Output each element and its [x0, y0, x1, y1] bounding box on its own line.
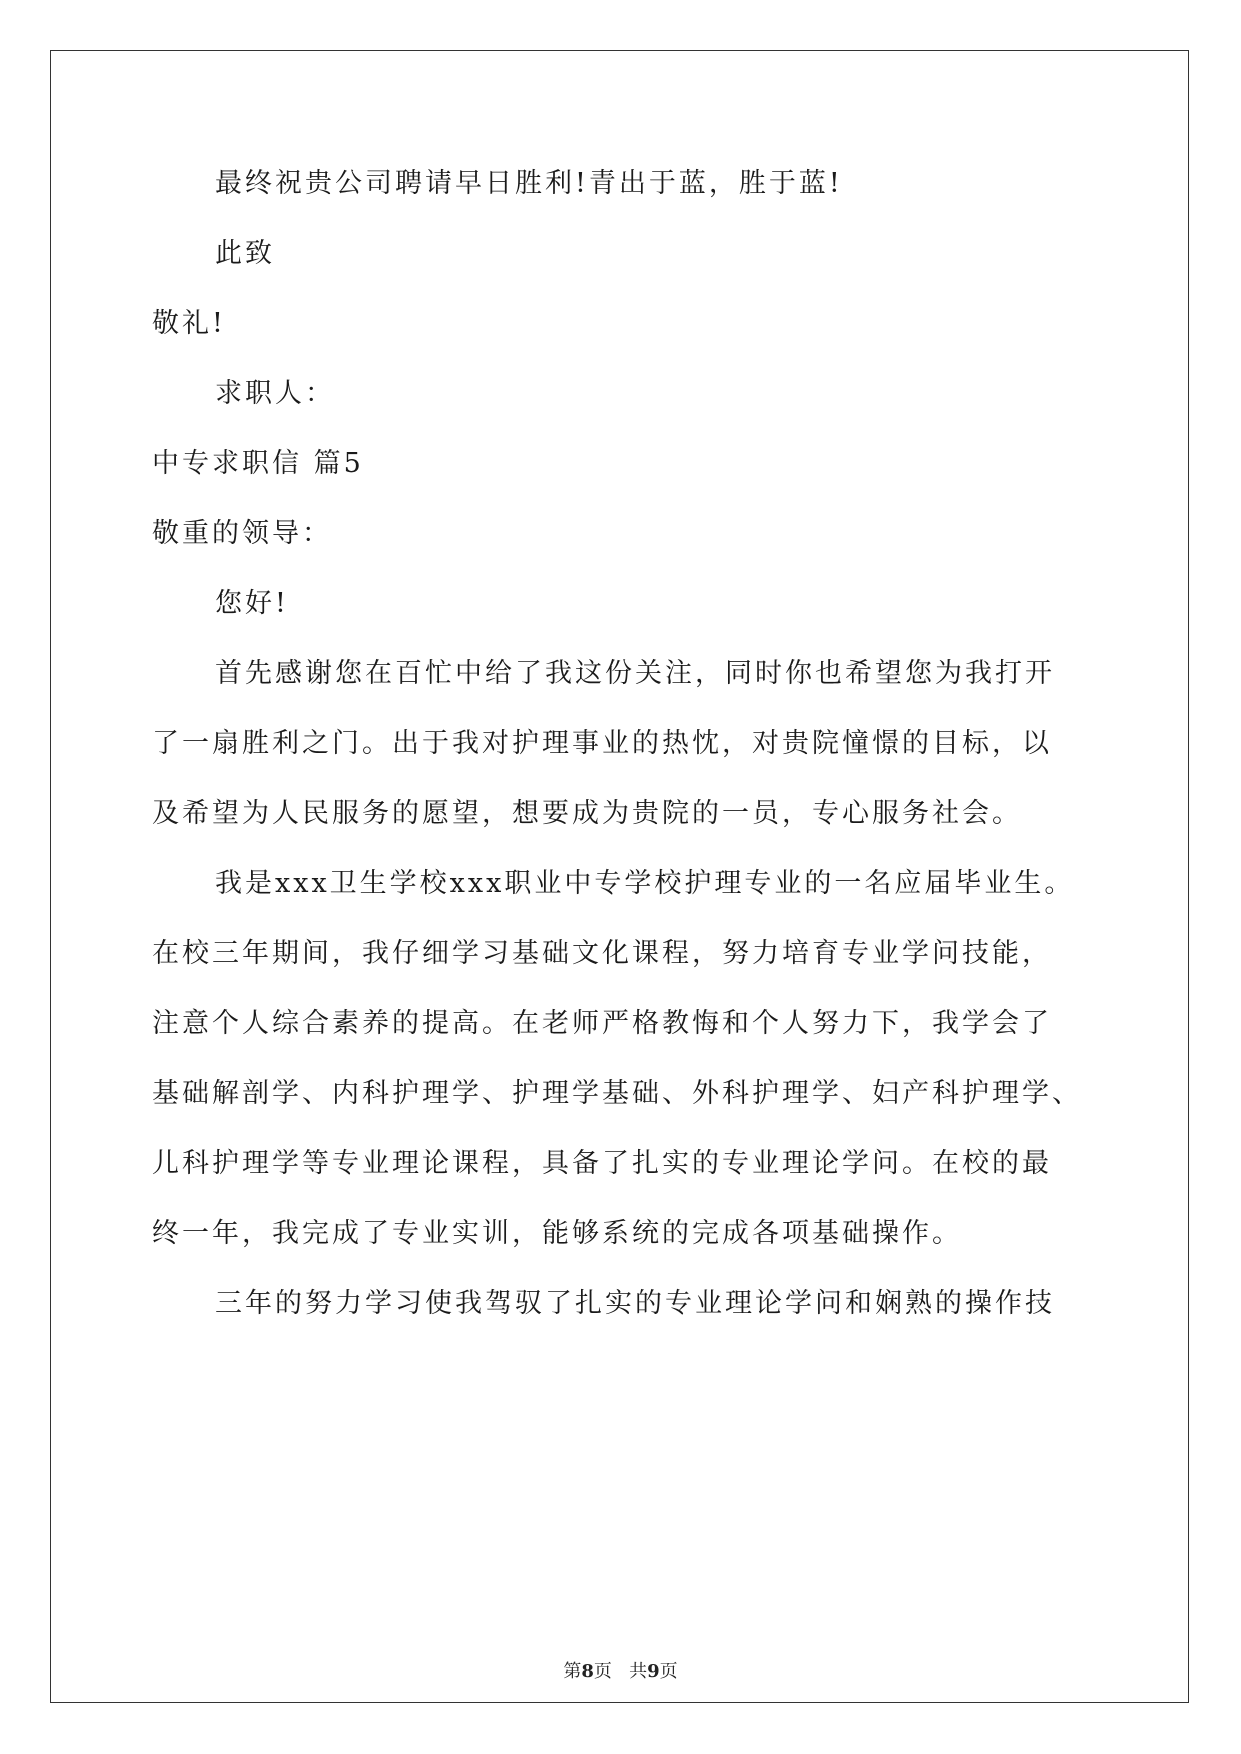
page-footer — [0, 1660, 1241, 1684]
greeting: 您好! — [215, 588, 289, 619]
text-line: 敬礼! — [152, 308, 226, 339]
text-line: 注意个人综合素养的提高。在老师严格教悔和个人努力下，我学会了 — [152, 1008, 1052, 1039]
text-line: 终一年，我完成了专业实训，能够系统的完成各项基础操作。 — [152, 1218, 962, 1249]
text-line: 最终祝贵公司聘请早日胜利!青出于蓝，胜于蓝! — [215, 168, 843, 199]
text-line: 我是xxx卫生学校xxx职业中专学校护理专业的一名应届毕业生。 — [215, 868, 1075, 899]
text-line: 在校三年期间，我仔细学习基础文化课程，努力培育专业学问技能， — [152, 938, 1052, 969]
page-prefix: 第 — [563, 1661, 582, 1682]
text-line: 基础解剖学、内科护理学、护理学基础、外科护理学、妇产科护理学、 — [152, 1078, 1082, 1109]
text-line: 及希望为人民服务的愿望，想要成为贵院的一员，专心服务社会。 — [152, 798, 1022, 829]
text-line: 此致 — [215, 238, 275, 269]
text-line: 求职人： — [215, 378, 335, 409]
text-line: 首先感谢您在百忙中给了我这份关注，同时你也希望您为我打开 — [215, 658, 1055, 689]
page-number: 8 — [581, 1661, 594, 1682]
page-total: 9 — [647, 1661, 660, 1682]
total-prefix: 共 — [629, 1661, 648, 1682]
section-heading: 中专求职信 篇5 — [152, 448, 364, 479]
total-suffix: 页 — [659, 1661, 678, 1682]
salutation: 敬重的领导： — [152, 518, 332, 549]
text-line: 了一扇胜利之门。出于我对护理事业的热忱，对贵院憧憬的目标，以 — [152, 728, 1052, 759]
text-line: 儿科护理学等专业理论课程，具备了扎实的专业理论学问。在校的最 — [152, 1148, 1052, 1179]
text-line: 三年的努力学习使我驾驭了扎实的专业理论学问和娴熟的操作技 — [215, 1288, 1055, 1319]
page-suffix: 页 — [593, 1661, 612, 1682]
